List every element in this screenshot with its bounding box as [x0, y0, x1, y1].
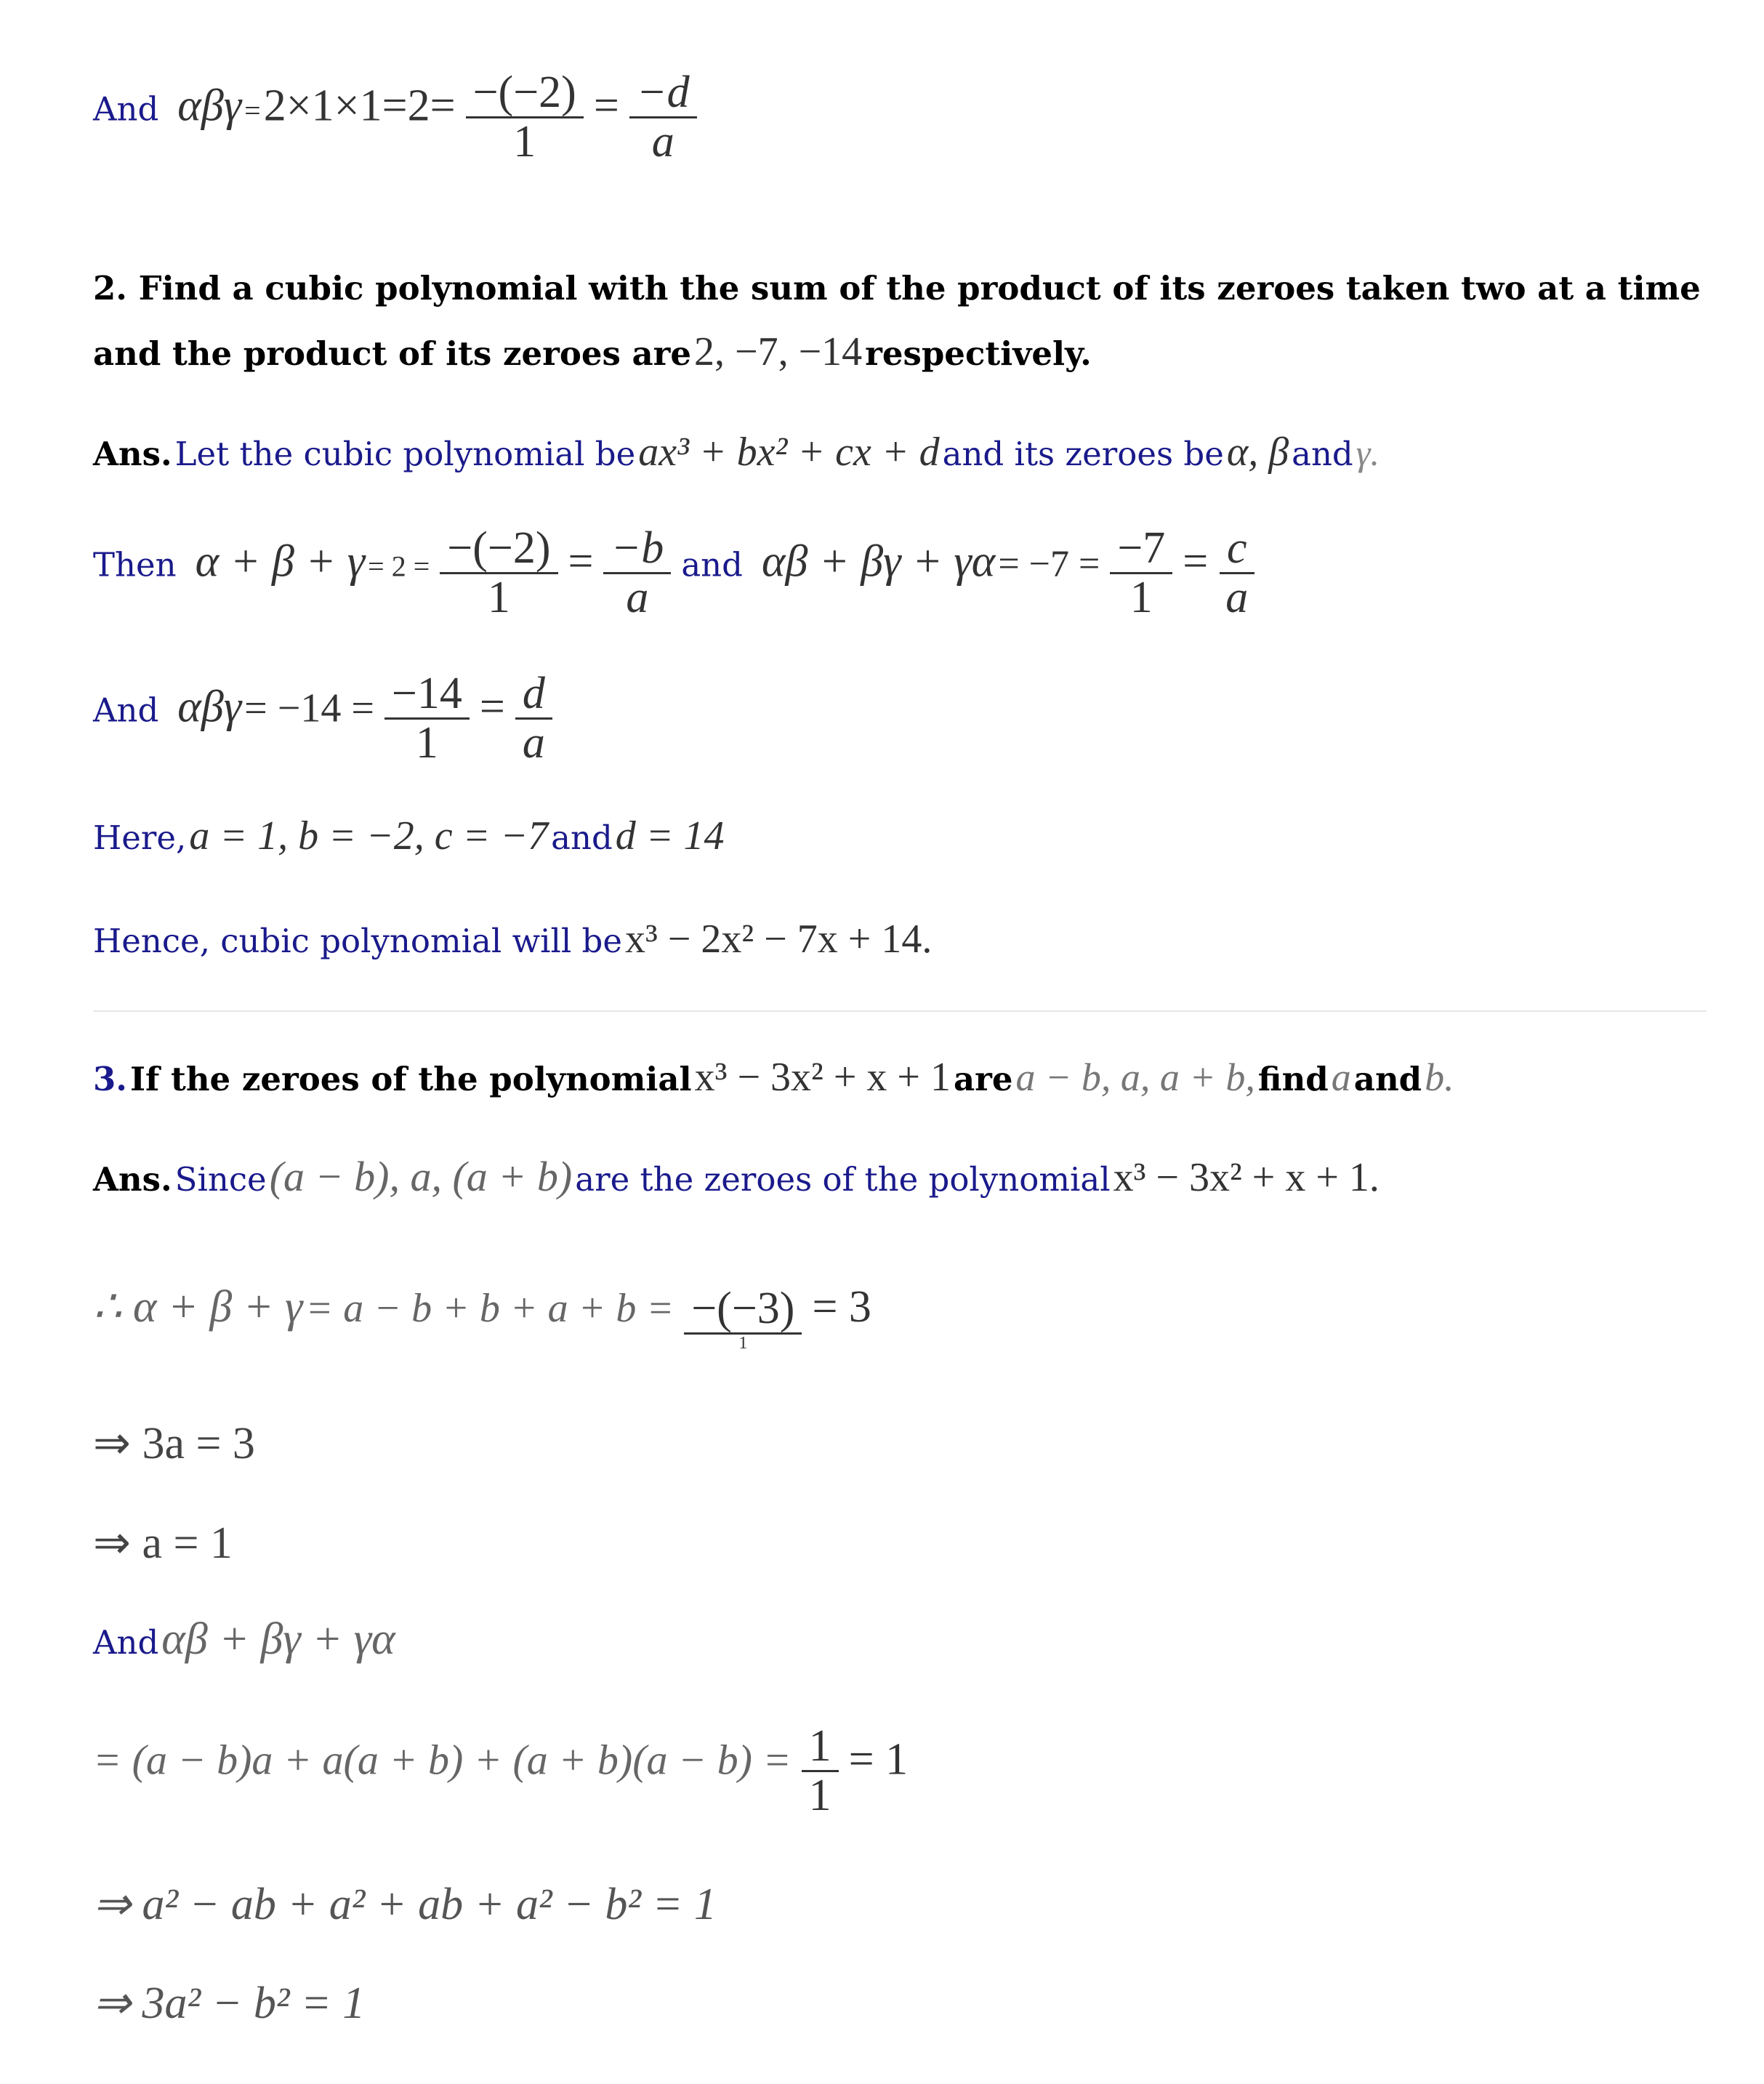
fraction-minus-d-over-a: $\frac{-d}{a}$	[629, 69, 697, 166]
cubic-form: ax³ + bx² + cx + d	[638, 430, 940, 475]
given-values: 2, −7, −14	[694, 329, 863, 374]
step-a-equals-1: ⇒ a = 1	[93, 1518, 233, 1568]
conclusion-line: Hence, cubic polynomial will be x³ − 2x² − 7x + 14.	[93, 917, 933, 962]
step-sum-line: ∴ α + β + γ = a − b + b + a + b = $\frac{-(-3)}{1}$ = 3	[93, 1282, 871, 1353]
answer-3-intro: Ans. Since (a − b), a, (a + b) are the zeroes of the polynomial x³ − 3x² + x + 1.	[93, 1153, 1380, 1200]
fraction-minus-b-over-a: $\frac{-b}{a}$	[603, 525, 671, 621]
fraction-c-over-a: $\frac{c}{a}$	[1218, 525, 1255, 621]
question-2-line-1: 2. Find a cubic polynomial with the sum of the product of its zeroes taken two at a time	[93, 269, 1701, 307]
fraction-minus-fourteen: $\frac{-14}{1}$	[384, 670, 470, 767]
and-label: And	[93, 89, 159, 129]
result-polynomial: x³ − 2x² − 7x + 14.	[625, 917, 933, 962]
product-of-zeroes-line: And αβγ = 2×1×1=2= $\frac{-(-2)}{1}$ = $\frac{-d}{a}$	[93, 69, 704, 166]
fraction-minus-minus-three: $\frac{-(-3)}{1}$	[684, 1285, 802, 1353]
step-3a-equals-3: ⇒ 3a = 3	[93, 1419, 255, 1468]
section-divider	[93, 1010, 1707, 1012]
fraction-minus-seven: $\frac{-7}{1}$	[1110, 525, 1172, 621]
ans-label: Ans.	[93, 435, 172, 473]
step-expansion: = (a − b)a + a(a + b) + (a + b)(a − b) = $\frac{1}{1}$ = 1	[93, 1721, 909, 1821]
fraction-sum: $\frac{-(-2)}{1}$	[440, 525, 557, 621]
step-final: ⇒ 3a² − b² = 1	[93, 1979, 366, 2028]
product-expression: 2×1×1=2=	[263, 81, 456, 131]
step-pair-sum: And αβ + βγ + γα	[93, 1614, 395, 1664]
fraction-minus-minus-two-over-one: $\frac{-(-2)}{1}$	[466, 69, 584, 166]
fraction-one-over-one: $\frac{1}{1}$	[802, 1723, 839, 1819]
alpha-beta-gamma: αβγ	[177, 81, 242, 131]
fraction-d-over-a: $\frac{d}{a}$	[515, 670, 552, 767]
product-line-2: And αβγ = −14 = $\frac{-14}{1}$ = $\frac{d}{a}$	[93, 670, 560, 767]
step-simplify: ⇒ a² − ab + a² + ab + a² − b² = 1	[93, 1880, 717, 1929]
question-3-line: 3. If the zeroes of the polynomial x³ − 3x² + x + 1 are a − b, a, a + b, find a and b.	[93, 1055, 1454, 1100]
coefficients-line: Here, a = 1, b = −2, c = −7 and d = 14	[93, 813, 725, 858]
answer-2-intro: Ans. Let the cubic polynomial be ax³ + bx² + cx + d and its zeroes be α, β and γ.	[93, 430, 1380, 475]
question-2-line-2: and the product of its zeroes are 2, −7, −14 respectively.	[93, 329, 1092, 374]
equals-sign: =	[244, 94, 261, 127]
sum-of-zeroes-line: Then α + β + γ = 2 = $\frac{-(-2)}{1}$ = $\frac{-b}{a}$ and αβ + βγ + γα = −7 = $\frac{-7}{1}$ = $\frac{c}{a}$	[93, 525, 1262, 621]
